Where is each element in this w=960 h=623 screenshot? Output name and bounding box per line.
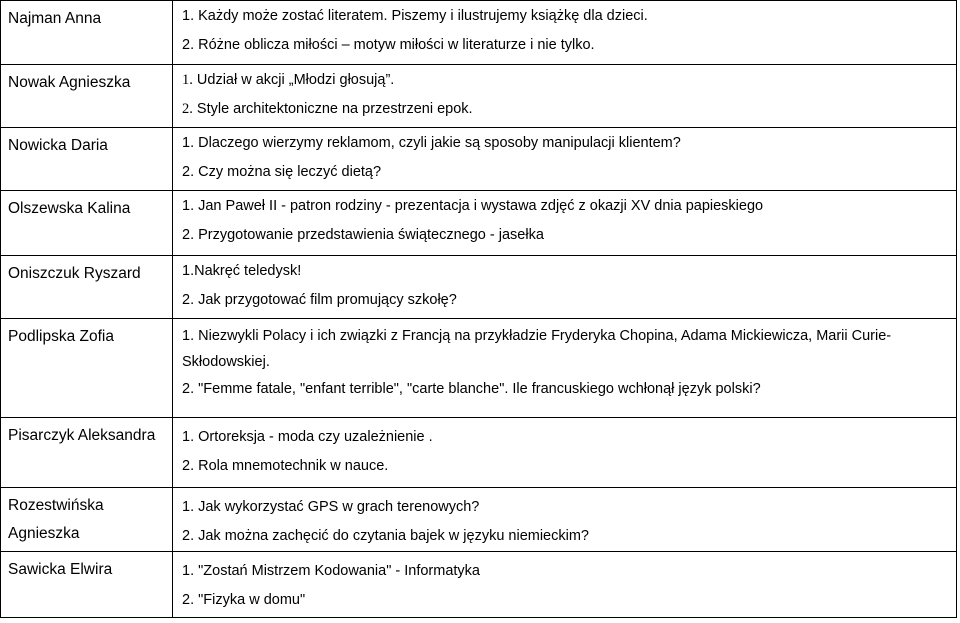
topic-item bbox=[182, 192, 956, 221]
topic-number: 1. bbox=[182, 198, 195, 214]
table-row bbox=[1, 418, 957, 488]
student-name: Olszewska Kalina bbox=[1, 191, 173, 256]
topic-number: 2. bbox=[182, 381, 195, 397]
topic-number: 1. bbox=[182, 429, 195, 445]
topic-item bbox=[182, 2, 956, 31]
table-row bbox=[1, 191, 957, 256]
topic-text: Style architektoniczne na przestrzeni epok. bbox=[192, 101, 473, 117]
topic-number: 2. bbox=[182, 592, 195, 608]
topic-text: Dlaczego wierzymy reklamom, czyli jakie są sposoby manipulacji klientem? bbox=[194, 135, 681, 151]
topic-number: 1. bbox=[182, 563, 195, 579]
topic-item bbox=[182, 66, 956, 95]
table-row bbox=[1, 65, 957, 128]
topic-item bbox=[182, 557, 956, 586]
topic-item bbox=[182, 257, 956, 286]
topic-item bbox=[182, 95, 956, 124]
topic-number: 2. bbox=[182, 101, 193, 117]
topic-item bbox=[182, 452, 956, 481]
topic-number: 2. bbox=[182, 292, 195, 308]
topic-number: 2. bbox=[182, 164, 195, 180]
table-row bbox=[1, 552, 957, 618]
topic-text: Rola mnemotechnik w nauce. bbox=[194, 458, 389, 474]
topic-item bbox=[182, 286, 956, 315]
topic-item bbox=[182, 221, 956, 250]
student-name: Nowicka Daria bbox=[1, 128, 173, 191]
topic-text: Ortoreksja - moda czy uzależnienie . bbox=[194, 429, 433, 445]
topic-text: Jan Paweł II - patron rodziny - prezentacja i wystawa zdjęć z okazji XV dnia papieskiego bbox=[194, 198, 764, 214]
topic-text: Różne oblicza miłości – motyw miłości w literaturze i nie tylko. bbox=[194, 37, 595, 53]
topic-number: 1. bbox=[182, 499, 195, 515]
topic-item bbox=[182, 323, 956, 375]
student-name: Sawicka Elwira bbox=[1, 552, 173, 618]
topic-item bbox=[182, 375, 956, 404]
topics-cell bbox=[173, 128, 957, 191]
student-name: Oniszczuk Ryszard bbox=[1, 256, 173, 319]
topics-cell bbox=[173, 191, 957, 256]
table-row bbox=[1, 488, 957, 552]
topic-number: 1. bbox=[182, 263, 195, 279]
topic-item bbox=[182, 493, 956, 522]
topic-text: "Zostań Mistrzem Kodowania" - Informatyka bbox=[194, 563, 480, 579]
topic-text: Udział w akcji „Młodzi głosują”. bbox=[192, 72, 395, 88]
topics-cell bbox=[173, 65, 957, 128]
topic-number: 1. bbox=[182, 135, 195, 151]
topic-text: Niezwykli Polacy i ich związki z Francją na przykładzie Fryderyka Chopina, Adama Mickiewicza, Marii Curie-Skłodowskiej. bbox=[182, 328, 892, 370]
topic-number: 1. bbox=[182, 72, 193, 88]
topic-text: Czy można się leczyć dietą? bbox=[194, 164, 382, 180]
topic-item bbox=[182, 586, 956, 615]
topic-text: Jak można zachęcić do czytania bajek w języku niemieckim? bbox=[194, 528, 589, 544]
student-name: Rozestwińska Agnieszka bbox=[1, 488, 173, 552]
topic-number: 2. bbox=[182, 458, 195, 474]
topic-number: 1. bbox=[182, 8, 195, 24]
topic-item bbox=[182, 31, 956, 60]
topic-item bbox=[182, 129, 956, 158]
topic-text: "Fizyka w domu" bbox=[194, 592, 306, 608]
topic-text: Nakręć teledysk! bbox=[194, 263, 302, 279]
student-name: Najman Anna bbox=[1, 1, 173, 65]
topics-cell bbox=[173, 488, 957, 552]
table-row bbox=[1, 319, 957, 418]
topics-cell bbox=[173, 1, 957, 65]
student-name: Podlipska Zofia bbox=[1, 319, 173, 418]
topics-cell bbox=[173, 319, 957, 418]
table-row bbox=[1, 256, 957, 319]
topics-cell bbox=[173, 256, 957, 319]
topic-text: "Femme fatale, "enfant terrible", "carte blanche". Ile francuskiego wchłonął język polski? bbox=[194, 381, 761, 397]
topic-item bbox=[182, 522, 956, 551]
topic-text: Jak przygotować film promujący szkołę? bbox=[194, 292, 457, 308]
topic-text: Przygotowanie przedstawienia świątecznego - jasełka bbox=[194, 227, 544, 243]
topics-cell bbox=[173, 552, 957, 618]
table-row bbox=[1, 1, 957, 65]
student-name: Pisarczyk Aleksandra bbox=[1, 418, 173, 488]
topic-number: 1. bbox=[182, 328, 195, 344]
topic-item bbox=[182, 423, 956, 452]
topic-number: 2. bbox=[182, 227, 195, 243]
topic-item bbox=[182, 158, 956, 187]
student-name: Nowak Agnieszka bbox=[1, 65, 173, 128]
topic-text: Jak wykorzystać GPS w grach terenowych? bbox=[194, 499, 480, 515]
topics-cell bbox=[173, 418, 957, 488]
table-row bbox=[1, 128, 957, 191]
topic-text: Każdy może zostać literatem. Piszemy i ilustrujemy książkę dla dzieci. bbox=[194, 8, 648, 24]
topic-number: 2. bbox=[182, 37, 195, 53]
topic-number: 2. bbox=[182, 528, 195, 544]
